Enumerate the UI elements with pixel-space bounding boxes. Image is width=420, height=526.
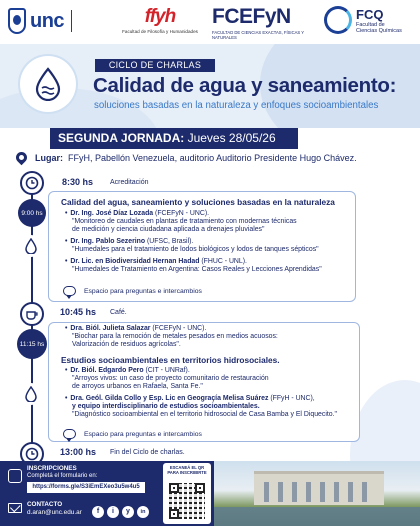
speaker-6: • Dra. Geól. Gilda Collo y Esp. Lic en Geograçía Melisa Suárez (FFyH - UNC), [65, 395, 315, 402]
speaker-5: • Dr. Biól. Edgardo Pero (CIT - UNRaf). [65, 367, 190, 374]
qr-caption: ESCANEÁ EL QR PARA INSCRIBIRTE [167, 465, 207, 475]
time-badge-1115: 11:15 hs [17, 329, 47, 359]
contact-email[interactable]: d.aran@unc.edu.ar [27, 509, 82, 516]
venue-label: Lugar: [35, 152, 63, 163]
talk-4-line-1: "Biochar para la remoción de metales pesados en medios acuosos: [72, 333, 278, 340]
form-icon [8, 469, 22, 483]
fcefyn-logo [212, 5, 314, 40]
registration-title: INSCRIPCIONES [27, 465, 77, 472]
speaker-1: • Dr. Ing. José Díaz Lozada (FCEFyN - UNC). [65, 210, 210, 217]
hero-banner [0, 44, 420, 128]
registration-text: Completá el formulario en: [27, 473, 98, 479]
campus-photo [214, 461, 420, 526]
fcq-circle-icon [324, 6, 352, 34]
speaker-2: • Dr. Ing. Pablo Sezerino (UFSC, Brasil). [65, 238, 194, 245]
unc-shield-icon [8, 8, 26, 34]
talk-4-line-2: Valorización de residuos agrícolas". [72, 341, 181, 348]
instagram-icon[interactable]: i [107, 506, 119, 518]
clock-icon [20, 171, 44, 195]
youtube-icon[interactable]: y [122, 506, 134, 518]
contact-title: CONTACTO [27, 501, 63, 508]
talk-5-line-1: "Arroyos vivos: un caso de proyecto comunitario de restauración [72, 375, 269, 382]
fcq-logo-subtitle-1: Facultad de [356, 21, 385, 28]
session-label: SEGUNDA JORNADA: [58, 131, 185, 145]
drop-icon [20, 235, 42, 257]
talk-2-line-1: "Humedales para el tratamiento de lodos biológicos y lodos de tanques sépticos" [72, 246, 319, 253]
label-cafe: Café. [110, 309, 127, 316]
cycle-label: CICLO DE CHARLAS [95, 59, 215, 72]
qr-panel [163, 463, 211, 524]
drop-icon-2 [20, 383, 42, 405]
session-banner [50, 128, 298, 149]
unc-logo-text: unc [30, 9, 65, 32]
ffyh-logo-subtitle: Facultad de Filosofía y Humanidades [122, 29, 198, 34]
talk-3-line-1: "Humedales de Tratamiento en Argentina: Casos Reales y Lecciones Aprendidas" [72, 266, 322, 273]
fcq-logo-subtitle-2: Ciencias Químicas [356, 27, 402, 34]
session-date: Jueves 28/05/26 [187, 131, 276, 145]
chat-icon [63, 286, 76, 296]
time-1300: 13:00 hs [60, 447, 97, 457]
talk-6-line-2: "Diagnóstico socioambiental en el territorio hidrosocial de Casa Bamba y El Diquecito." [72, 411, 337, 418]
fcq-logo-text: FCQ [356, 6, 384, 22]
fcefyn-logo-text: FCEFyN [212, 5, 291, 28]
label-acreditacion: Acreditación [110, 179, 149, 186]
logo-bar [0, 0, 420, 44]
fcq-logo [324, 6, 402, 34]
location-pin-icon [14, 150, 30, 166]
venue-row [16, 152, 357, 163]
talk-1-line-1: "Monitoreo de caudales en plantas de tratamiento con modernas técnicas [72, 218, 297, 225]
page-title: Calidad de agua y saneamiento: [93, 74, 397, 97]
time-1045: 10:45 hs [60, 307, 97, 317]
talk-6-line-1: y equipo interdisciplinario de estudios socioambientales. [72, 403, 260, 410]
talk-5-line-2: de arroyos urbanos en Rafaela, Santa Fe." [72, 383, 203, 390]
registration-link[interactable]: https://forms.gle/S3iEmEXeo3u5w4u5 [27, 482, 145, 493]
block-2-title: Estudios socioambientales en territorios hidrosociales. [61, 355, 280, 365]
speaker-4: • Dra. Biól. Julieta Salazar (FCEFyN - UNC). [65, 325, 207, 332]
qa-row-2: Espacio para preguntas e intercambios [63, 429, 202, 439]
block-1-title: Calidad del agua, saneamiento y soluciones basadas en la naturaleza [61, 197, 335, 207]
qr-code-icon[interactable] [169, 483, 205, 519]
water-drop-icon [20, 56, 76, 112]
venue-text: FFyH, Pabellón Venezuela, auditorio Auditorio Presidente Hugo Chávez. [68, 152, 357, 163]
ffyh-logo-text: ffyh [144, 6, 176, 27]
mail-icon [8, 503, 22, 513]
unc-logo [8, 8, 72, 34]
footer [0, 461, 420, 526]
talk-1-line-2: de medición y ciencia ciudadana aplicada a drenajes pluviales" [72, 226, 265, 233]
time-830: 8:30 hs [62, 177, 94, 187]
facebook-icon[interactable]: f [92, 506, 104, 518]
speaker-3: • Dr. Lic. en Biodiversidad Hernan Hadad (FHUC - UNL). [65, 258, 247, 265]
coffee-icon [20, 302, 44, 326]
fcefyn-logo-subtitle: FACULTAD DE CIENCIAS EXACTAS, FÍSICAS Y NATURALES [212, 30, 304, 40]
label-fin: Fin del Ciclo de charlas. [110, 449, 185, 456]
time-badge-900: 9:00 hs [18, 199, 46, 227]
chat-icon-2 [63, 429, 76, 439]
page-subtitle: soluciones basadas en la naturaleza y enfoques socioambientales [94, 100, 379, 111]
qa-row-1: Espacio para preguntas e intercambios [63, 286, 202, 296]
linkedin-icon[interactable]: in [137, 506, 149, 518]
ffyh-logo [110, 6, 210, 34]
